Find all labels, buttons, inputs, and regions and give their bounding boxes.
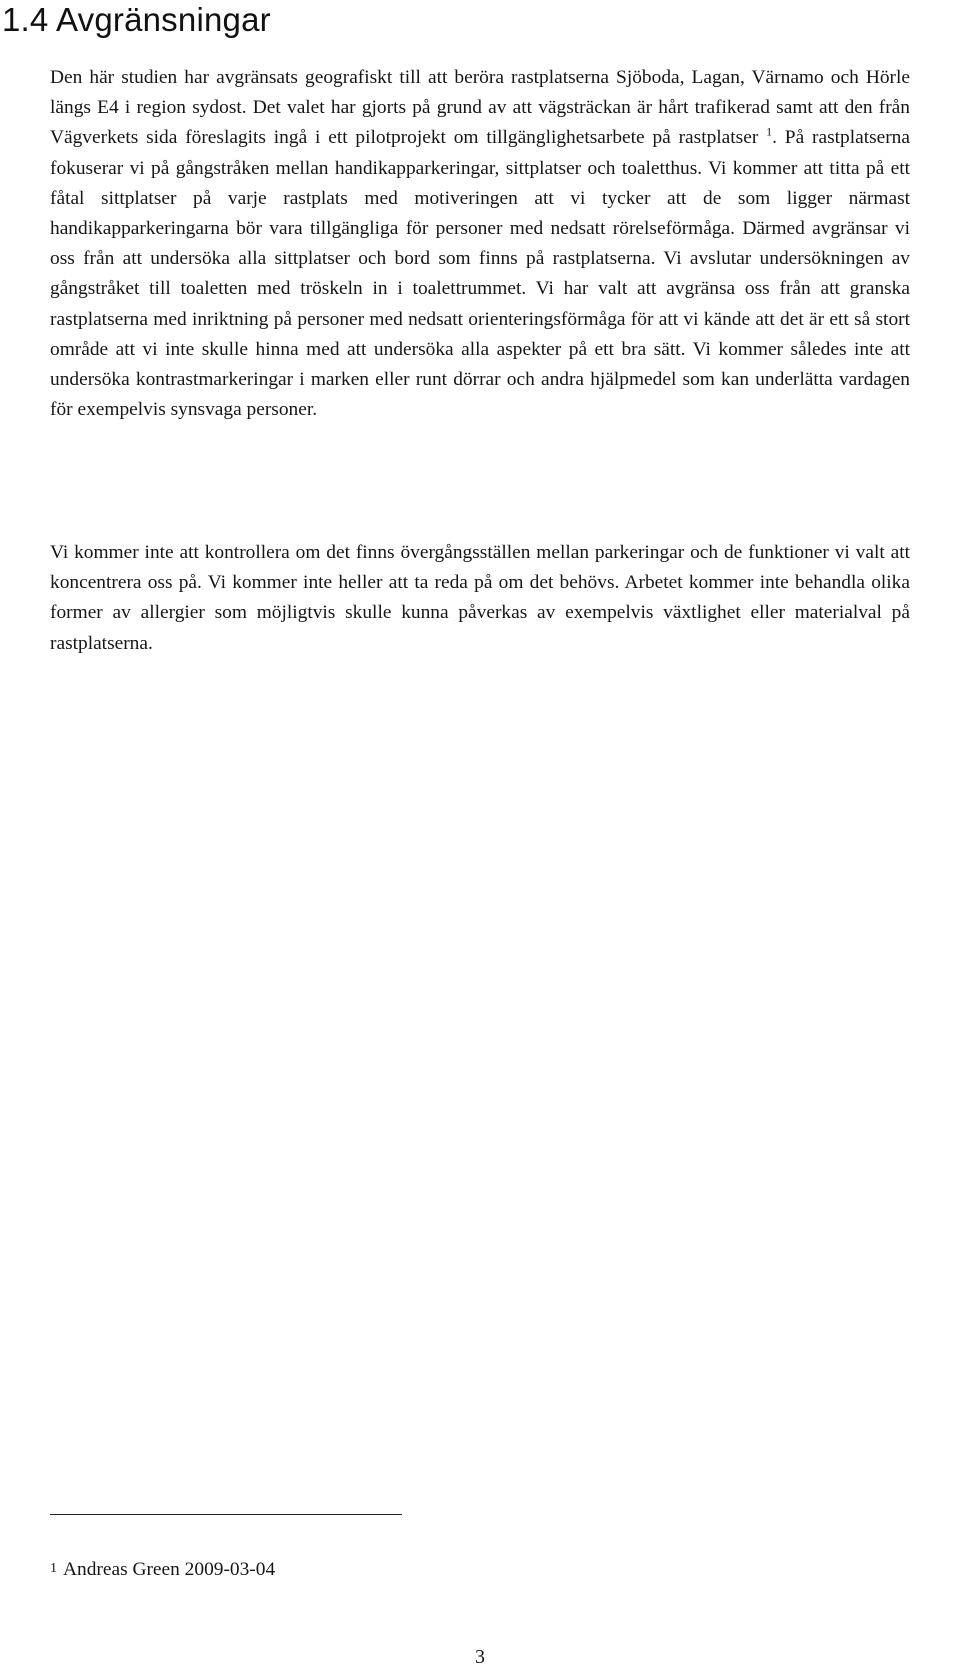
- footnote-reference: 1: [766, 124, 773, 139]
- page-number: 3: [475, 1646, 485, 1668]
- footnote-number: 1: [50, 1561, 57, 1576]
- section-heading: 1.4 Avgränsningar: [2, 1, 271, 38]
- paragraph-scope: [50, 63, 910, 425]
- paragraph-text-end: . På rastplatserna fokuserar vi på gångstråken mellan handikapparkeringar, sittplatser och toaletthus. Vi kommer att titta på ett fåtal sittplatser på varje rastplats med motiveringen att vi tycker att de som ligger närmast handikapparkeringarna bör vara tillgängliga för personer med nedsatt rörelseförmåga. Därmed avgränsar vi oss från att undersöka alla sittplatser och bord som finns på rastplatserna. Vi avslutar undersökningen av gångstråket till toaletten med tröskeln in i toalettrummet. Vi har valt att avgränsa oss från att granska rastplatserna med inriktning på personer med nedsatt orienteringsförmåga för att vi kände att det är ett så stort område att vi inte skulle hinna med att undersöka alla aspekter på ett bra sätt. Vi kommer således inte att undersöka kontrastmarkeringar i marken eller runt dörrar och andra hjälpmedel som kan underlätta vardagen för exempelvis synsvaga personer.: [50, 127, 910, 421]
- footnote-text: Andreas Green 2009-03-04: [63, 1559, 276, 1580]
- paragraph-exclusions: Vi kommer inte att kontrollera om det finns övergångsställen mellan parkeringar och de funktioner vi valt att koncentrera oss på. Vi kommer inte heller att ta reda på om det behövs. Arbetet kommer inte behandla olika former av allergier som möjligtvis skulle kunna påverkas av exempelvis växtlighet eller materialval på rastplatserna.: [50, 542, 910, 654]
- footnote-divider: [50, 1514, 402, 1515]
- paragraph-text-start: Den här studien har avgränsats geografiskt till att beröra rastplatserna Sjöboda, Lagan, Värnamo och Hörle längs E4 i region sydost. Det valet har gjorts på grund av att vägsträckan är hårt trafikerad samt att den från Vägverkets sida föreslagits ingå i ett pilotprojekt om tillgänglighetsarbete på rastplatser: [50, 67, 910, 149]
- footnote: [50, 1556, 275, 1583]
